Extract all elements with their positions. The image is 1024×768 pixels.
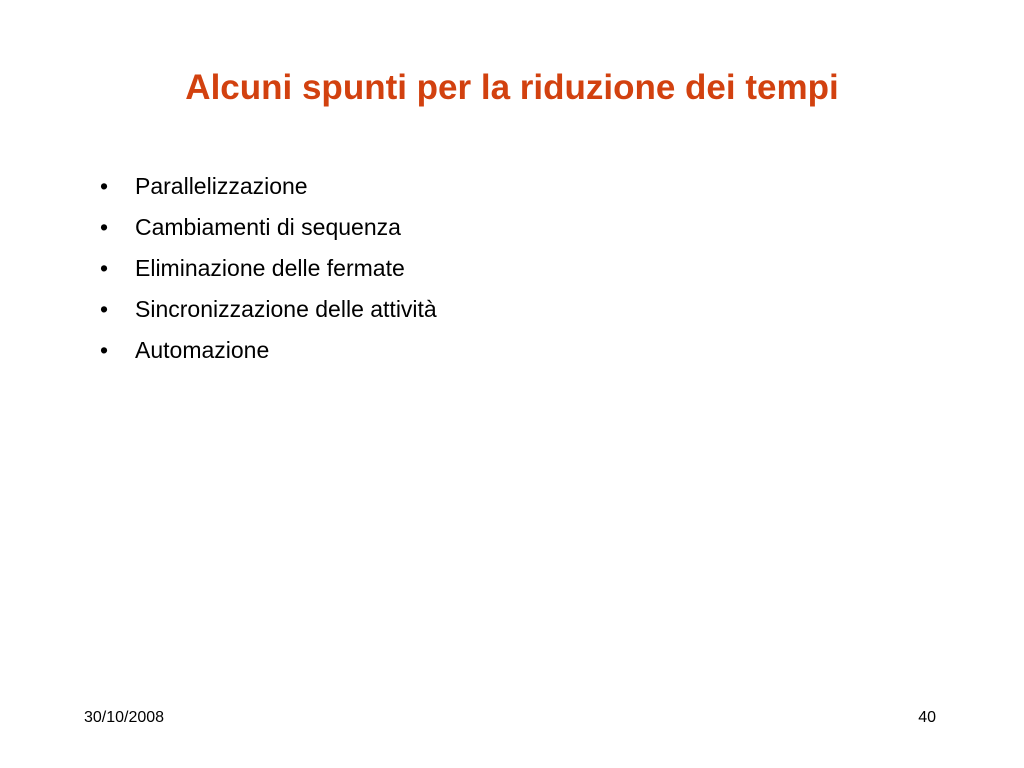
bullet-icon: • — [100, 214, 109, 240]
bullet-text: Sincronizzazione delle attività — [135, 296, 437, 322]
list-item — [96, 330, 936, 371]
bullet-text: Automazione — [135, 337, 270, 363]
list-item — [96, 289, 936, 330]
list-item — [96, 248, 936, 289]
list-item — [96, 166, 936, 207]
bullet-icon: • — [100, 296, 109, 322]
page-number: 40 — [918, 709, 936, 726]
bullet-icon: • — [100, 255, 109, 281]
list-item — [96, 207, 936, 248]
bullet-text: Parallelizzazione — [135, 173, 308, 199]
footer-date: 30/10/2008 — [84, 709, 165, 726]
bullet-list — [96, 166, 936, 371]
bullet-icon: • — [100, 173, 109, 199]
bullet-text: Cambiamenti di sequenza — [135, 214, 401, 240]
bullet-text: Eliminazione delle fermate — [135, 255, 405, 281]
bullet-icon: • — [100, 337, 109, 363]
slide-title: Alcuni spunti per la riduzione dei tempi — [185, 68, 839, 107]
